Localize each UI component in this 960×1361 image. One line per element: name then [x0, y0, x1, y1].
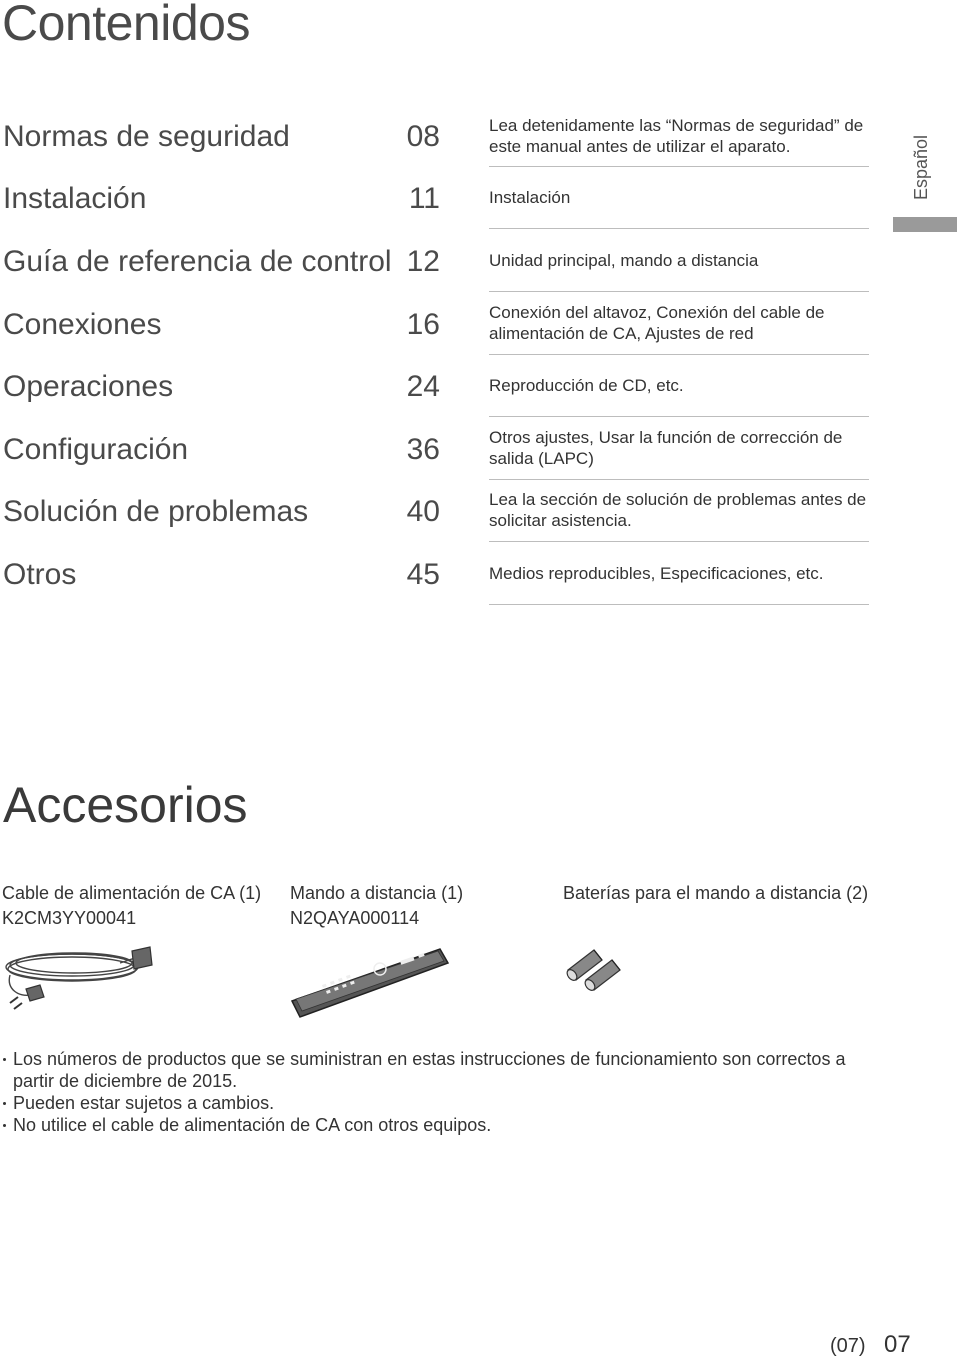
note-item: No utilice el cable de alimentación de CA con otros equipos.: [2, 1114, 882, 1136]
language-tab: [893, 100, 957, 232]
toc-row: [0, 166, 870, 228]
toc-row: [0, 542, 870, 604]
toc-title: Conexiones: [3, 308, 162, 341]
toc-page: 40: [406, 495, 440, 528]
toc-row: [0, 104, 870, 166]
language-bar: [893, 217, 957, 232]
toc-description: Unidad principal, mando a distancia: [489, 229, 869, 292]
toc-description: Conexión del altavoz, Conexión del cable de alimentación de CA, Ajustes de red: [489, 292, 869, 355]
note-item: Los números de productos que se suministran en estas instrucciones de funcionamiento son correctos a partir de diciembre de 2015.: [2, 1048, 882, 1092]
toc-title: Solución de problemas: [3, 495, 309, 528]
toc-page: 45: [406, 558, 440, 591]
toc-page: 08: [406, 120, 440, 153]
power-cable-icon: [0, 935, 160, 1015]
toc-page: 36: [406, 433, 440, 466]
language-label: Español: [911, 134, 931, 200]
toc-description: Otros ajustes, Usar la función de corrección de salida (LAPC): [489, 417, 869, 480]
accessory-name: Mando a distancia (1): [290, 883, 464, 903]
toc-page: 24: [406, 370, 440, 403]
toc-row: [0, 292, 870, 354]
remote-control-icon: [290, 945, 450, 1025]
toc-description: Reproducción de CD, etc.: [489, 354, 869, 417]
toc-row: [0, 417, 870, 479]
toc-row: [0, 479, 870, 541]
accessory-code: N2QAYA000114: [290, 908, 420, 928]
toc-title: Guía de referencia de control: [3, 245, 392, 278]
toc-page: 11: [408, 182, 440, 215]
toc-row: [0, 229, 870, 291]
accessory-name: Cable de alimentación de CA (1): [2, 883, 262, 903]
toc-title: Normas de seguridad: [3, 120, 290, 153]
toc-description: Medios reproducibles, Especificaciones, etc.: [489, 542, 869, 605]
toc-description: Instalación: [489, 166, 869, 229]
notes-list: [2, 1048, 882, 1136]
toc-row: [0, 354, 870, 416]
toc-title: Instalación: [3, 182, 147, 215]
toc-page: 12: [406, 245, 440, 278]
accessory-power-cable: [2, 880, 261, 930]
toc-title: Otros: [3, 558, 77, 591]
accessory-name: Baterías para el mando a distancia (2): [563, 883, 869, 903]
batteries-icon: [560, 940, 640, 1000]
accessory-batteries: [563, 880, 868, 906]
page-title: Contenidos: [2, 0, 250, 51]
accessory-code: K2CM3YY00041: [2, 908, 137, 928]
toc-description: [489, 104, 869, 167]
accessory-remote: [290, 880, 463, 930]
toc-intro: Lea detenidamente las “Normas de seguridad” de este manual antes de utilizar el aparato.: [489, 116, 864, 156]
toc-description: Lea la sección de solución de problemas antes de solicitar asistencia.: [489, 479, 869, 542]
note-item: Pueden estar sujetos a cambios.: [2, 1092, 882, 1114]
toc-title: Configuración: [3, 433, 189, 466]
accessories-title: Accesorios: [3, 777, 248, 833]
page-number: 07: [884, 1331, 911, 1358]
page-number-secondary: (07): [830, 1335, 866, 1357]
toc-title: Operaciones: [3, 370, 174, 403]
toc-page: 16: [406, 308, 440, 341]
